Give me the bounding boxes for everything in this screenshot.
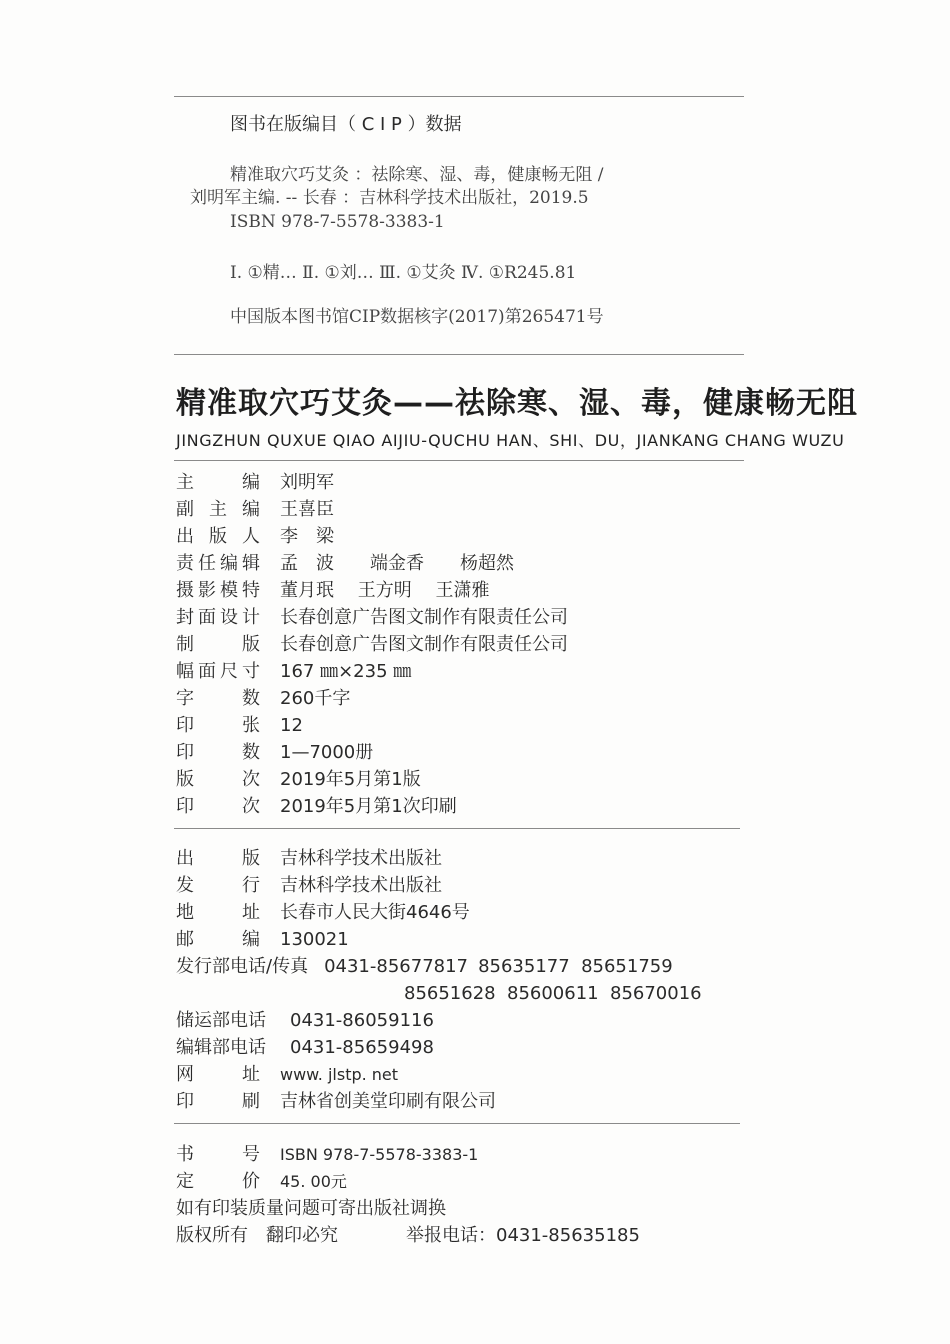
- credit-value: 1—7000册: [280, 742, 374, 763]
- credit-label: 责任编辑: [176, 553, 260, 574]
- printer-row: [176, 1090, 496, 1114]
- website-link[interactable]: www. jlstp. net: [280, 1065, 399, 1084]
- printer-value: 吉林省创美堂印刷有限公司: [280, 1091, 496, 1112]
- credit-row: [176, 633, 568, 657]
- publisher-row: [176, 874, 442, 898]
- credit-row: [176, 660, 411, 684]
- credit-label: 封面设计: [176, 607, 260, 628]
- credit-row: [176, 741, 373, 765]
- website-label: 网址: [176, 1064, 260, 1085]
- book-title: 精准取穴巧艾灸——祛除寒、湿、毒，健康畅无阻: [176, 386, 858, 421]
- cip-check-number: 中国版本图书馆CIP数据核字(2017)第265471号: [230, 307, 604, 327]
- price-row: [176, 1170, 347, 1194]
- cip-isbn: ISBN 978-7-5578-3383-1: [230, 212, 445, 232]
- credit-value: 李 梁: [280, 526, 334, 547]
- credit-value: 王喜臣: [280, 499, 334, 520]
- publisher-label: 邮编: [176, 929, 260, 950]
- credit-value: 长春创意广告图文制作有限责任公司: [280, 607, 568, 628]
- cip-line-1: 精准取穴巧艾灸 ：祛除寒、湿、毒，健康畅无阻 /: [230, 165, 604, 185]
- publisher-label: 地址: [176, 902, 260, 923]
- credit-label: 印次: [176, 796, 260, 817]
- credit-value: 长春创意广告图文制作有限责任公司: [280, 634, 568, 655]
- credit-value: 2019年5月第1版: [280, 769, 421, 790]
- cip-classification: Ⅰ. ①精… Ⅱ. ①刘… Ⅲ. ①艾灸 Ⅳ. ①R245.81: [230, 263, 577, 283]
- credit-value: 12: [280, 715, 303, 736]
- editorial-label: 编辑部电话: [176, 1037, 266, 1058]
- credit-row: [176, 795, 457, 819]
- credit-row: [176, 498, 334, 522]
- price-label: 定价: [176, 1171, 260, 1192]
- credit-label: 字数: [176, 688, 260, 709]
- credit-row: [176, 525, 334, 549]
- publisher-row: [176, 901, 470, 925]
- storage-phone: 0431-86059116: [290, 1010, 434, 1031]
- credit-value: 刘明军: [280, 472, 334, 493]
- publisher-value: 130021: [280, 929, 349, 950]
- editorial-phone-row: [176, 1036, 434, 1060]
- distribution-phone: 85635177: [478, 956, 570, 977]
- credit-label: 制版: [176, 634, 260, 655]
- publisher-value: 吉林科学技术出版社: [280, 875, 442, 896]
- credit-label: 印数: [176, 742, 260, 763]
- storage-label: 储运部电话: [176, 1010, 266, 1031]
- report-label: 举报电话：: [406, 1225, 496, 1246]
- rights-text: 版权所有 翻印必究: [176, 1225, 338, 1246]
- distribution-phone-row-2: [404, 982, 713, 1006]
- credit-label: 印张: [176, 715, 260, 736]
- book-number: ISBN 978-7-5578-3383-1: [280, 1145, 479, 1164]
- credit-row: [176, 768, 421, 792]
- distribution-phone: 85651628: [404, 983, 496, 1004]
- publisher-row: [176, 847, 442, 871]
- publisher-label: 出版: [176, 848, 260, 869]
- printer-label: 印刷: [176, 1091, 260, 1112]
- publisher-label: 发行: [176, 875, 260, 896]
- distribution-label: 发行部电话/传真: [176, 956, 309, 977]
- credit-label: 摄影模特: [176, 580, 260, 601]
- cip-bottom-rule: [174, 354, 744, 355]
- cip-heading: 图书在版编目（ C I P ）数据: [230, 114, 462, 135]
- credit-value: 260千字: [280, 688, 351, 709]
- price-value: 45. 00元: [280, 1172, 347, 1191]
- credits-bottom-rule: [174, 828, 740, 829]
- distribution-phone: 85670016: [610, 983, 702, 1004]
- cip-line-2: 刘明军主编. -- 长春 ：吉林科学技术出版社，2019.5: [190, 188, 589, 208]
- credit-label: 出版人: [176, 526, 260, 547]
- title-bottom-rule: [174, 460, 744, 461]
- distribution-phone-row: [176, 955, 684, 979]
- distribution-phone: 85651759: [581, 956, 673, 977]
- exchange-notice: 如有印装质量问题可寄出版社调换: [176, 1198, 446, 1219]
- credit-row: [176, 579, 489, 603]
- credit-value: 孟 波 端金香 杨超然: [280, 553, 514, 574]
- credit-label: 主编: [176, 472, 260, 493]
- credit-label: 幅面尺寸: [176, 661, 260, 682]
- credit-label: 版次: [176, 769, 260, 790]
- editorial-phone: 0431-85659498: [290, 1037, 434, 1058]
- distribution-phone: 85600611: [507, 983, 599, 1004]
- credit-label: 副主编: [176, 499, 260, 520]
- credit-value: 2019年5月第1次印刷: [280, 796, 457, 817]
- storage-phone-row: [176, 1009, 434, 1033]
- credit-row: [176, 471, 334, 495]
- website-row: [176, 1063, 398, 1087]
- report-phone: 0431-85635185: [496, 1225, 640, 1246]
- publisher-row: [176, 928, 349, 952]
- book-number-row: [176, 1143, 478, 1167]
- credit-value: 董月珉 王方明 王潇雅: [280, 580, 490, 601]
- credit-row: [176, 714, 303, 738]
- credit-row: [176, 552, 514, 576]
- top-rule: [174, 96, 744, 97]
- credit-value: 167 ㎜×235 ㎜: [280, 661, 412, 682]
- publisher-bottom-rule: [174, 1123, 740, 1124]
- credit-row: [176, 687, 350, 711]
- publisher-value: 长春市人民大街4646号: [280, 902, 470, 923]
- distribution-phone: 0431-85677817: [324, 956, 468, 977]
- book-title-pinyin: JINGZHUN QUXUE QIAO AIJIU-QUCHU HAN、SHI、DU，JIANKANG CHANG WUZU: [176, 431, 845, 450]
- rights-row: [176, 1224, 640, 1248]
- book-number-label: 书号: [176, 1144, 260, 1165]
- publisher-value: 吉林科学技术出版社: [280, 848, 442, 869]
- credit-row: [176, 606, 568, 630]
